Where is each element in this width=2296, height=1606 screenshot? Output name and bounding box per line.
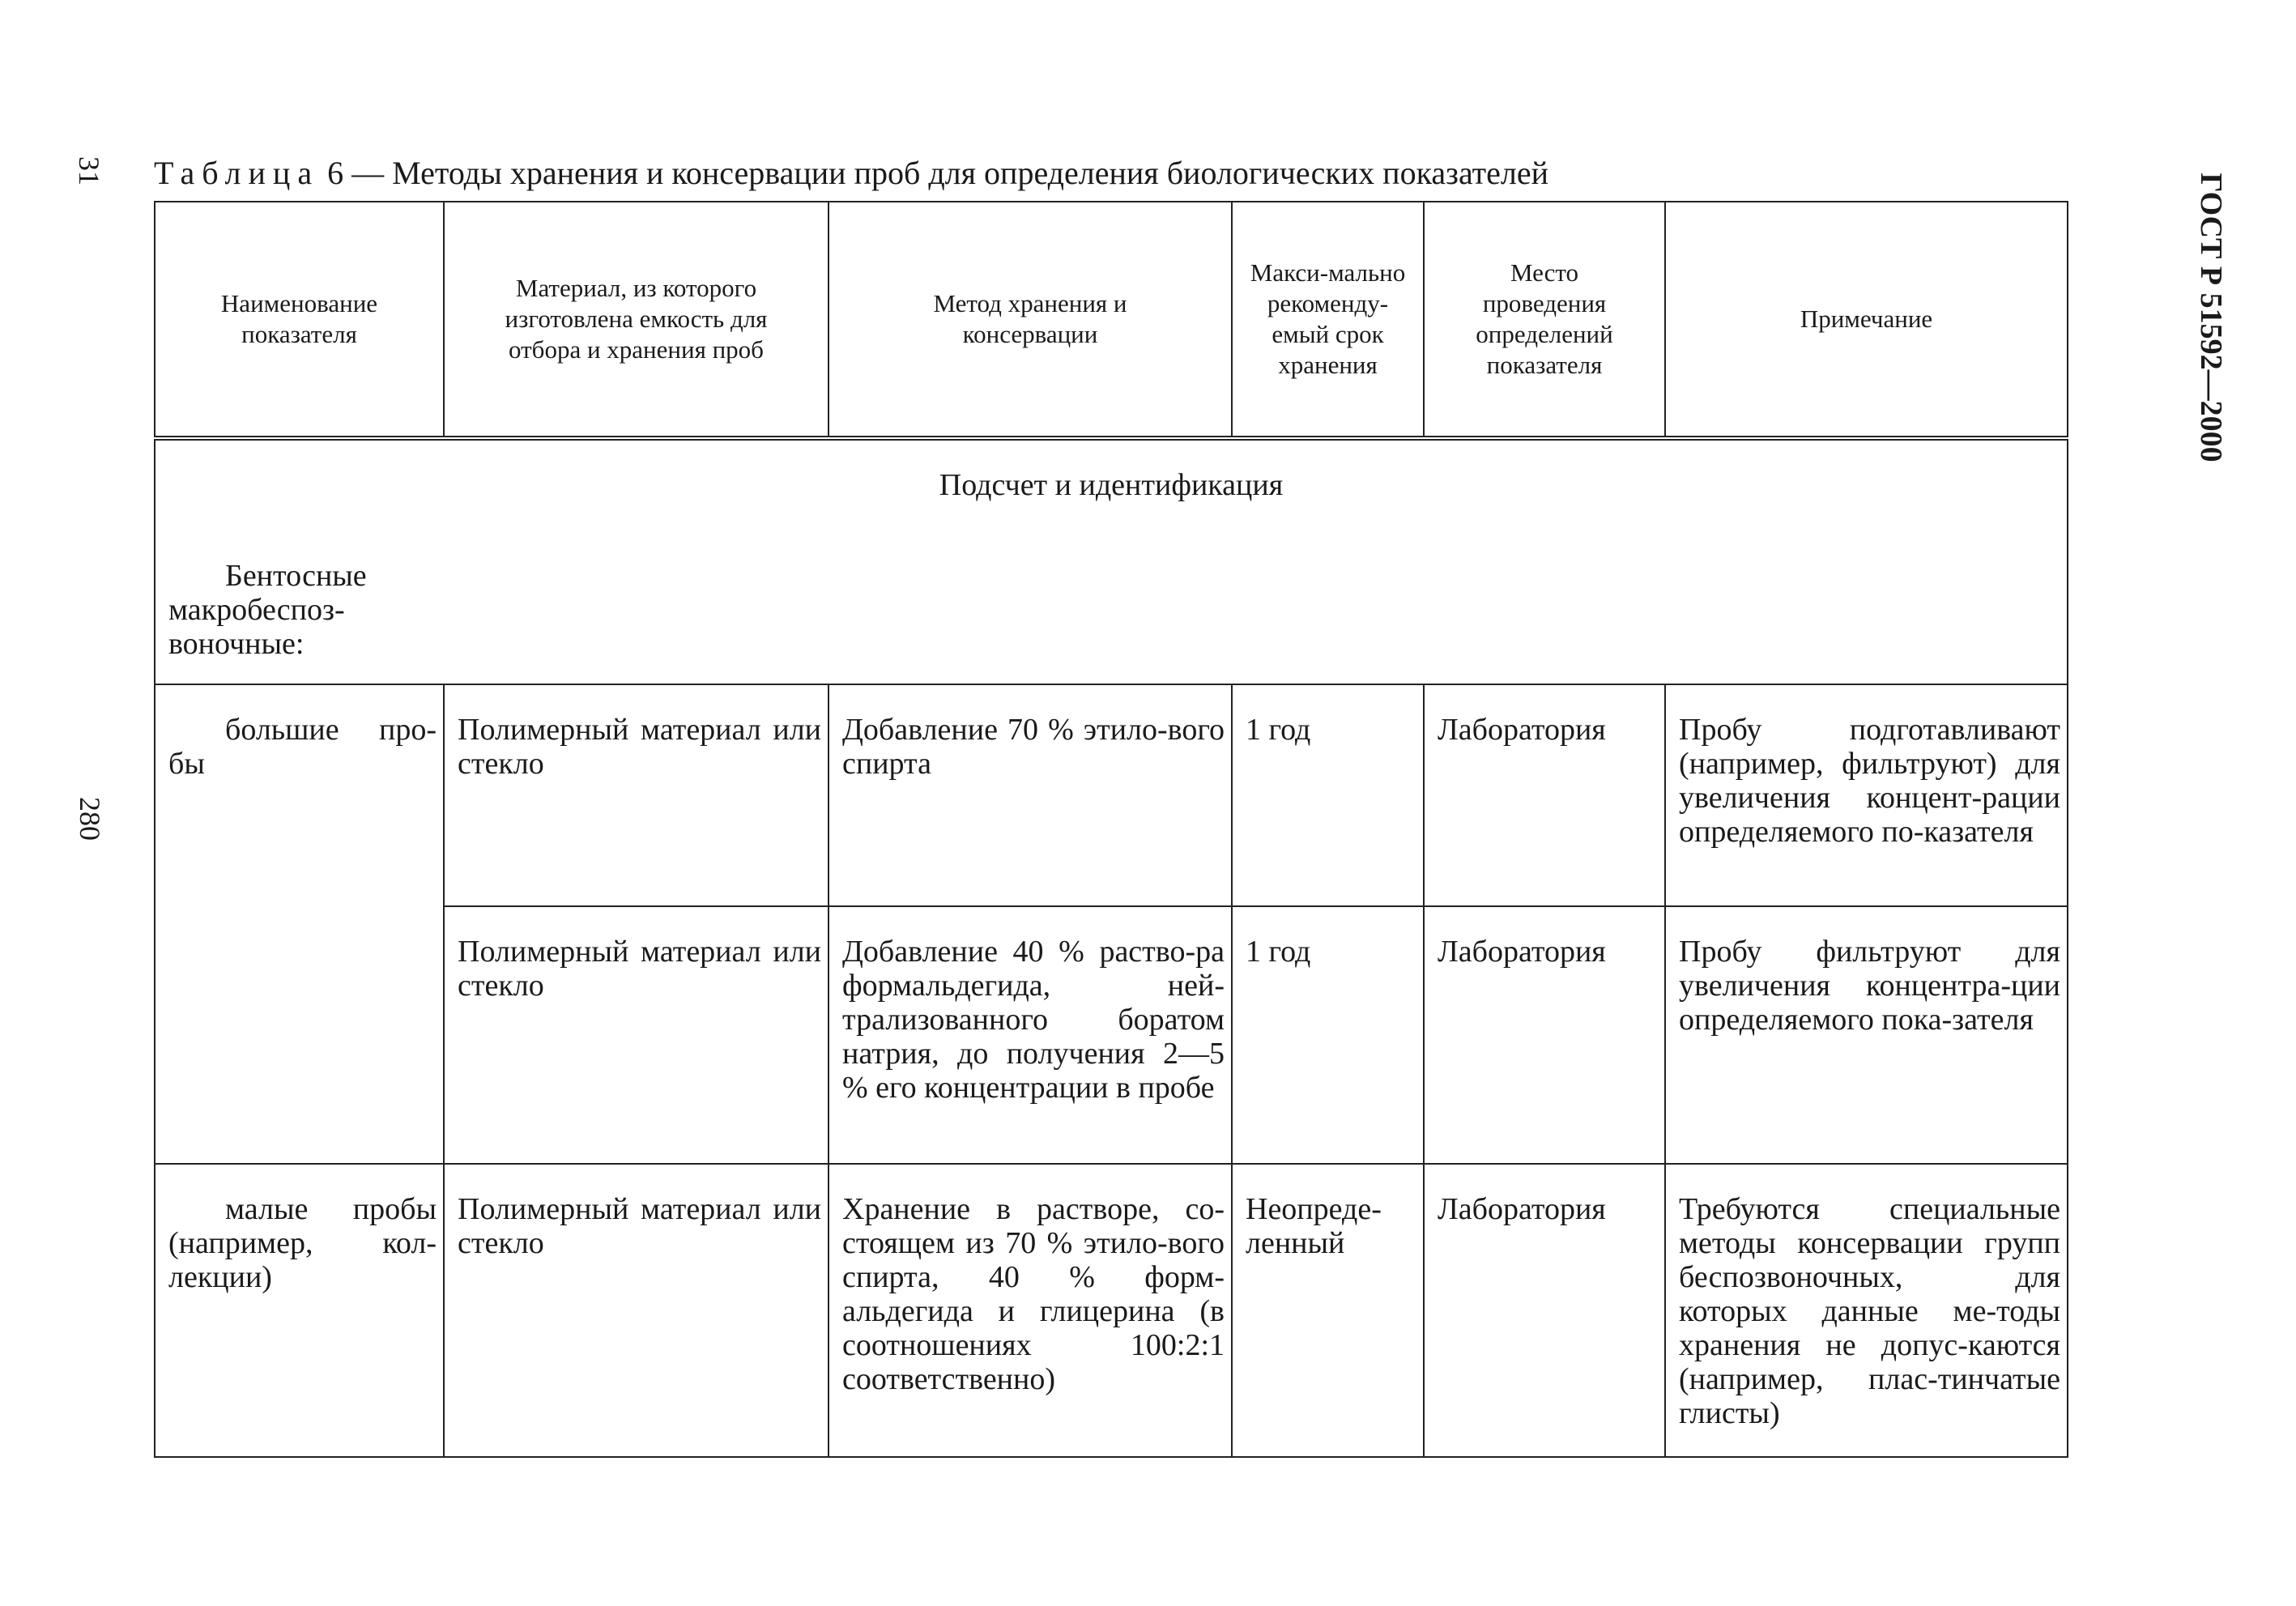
- cell-material: Полимерный материал или стекло: [444, 906, 829, 1164]
- cell-note: Пробу фильтруют для увеличения концентра-ции определяемого пока-зателя: [1665, 906, 2068, 1164]
- header-indicator-name: Наименование показателя: [155, 202, 444, 438]
- cell-term: 1 год: [1232, 684, 1424, 906]
- table-header-row: [155, 202, 2068, 438]
- cell-place: Лаборатория: [1424, 906, 1665, 1164]
- group-name: Бентосные макробеспоз-воночные:: [168, 559, 367, 661]
- cell-material: Полимерный материал или стекло: [444, 1164, 829, 1457]
- cell-name: малые пробы (например, кол-лекции): [155, 1164, 444, 1457]
- header-storage-method: Метод хранения и консервации: [829, 202, 1232, 438]
- cell-term: 1 год: [1232, 906, 1424, 1164]
- header-max-storage-term: Макси-мально рекоменду-емый срок хранения: [1232, 202, 1424, 438]
- cell-note: Пробу подготавливают (например, фильтруют) для увеличения концент-рации определяемого по-казателя: [1665, 684, 2068, 906]
- cell-place: Лаборатория: [1424, 684, 1665, 906]
- storage-methods-table: [154, 201, 2068, 1458]
- section-title: Подсчет и идентификация: [939, 468, 1284, 502]
- cell-note: Требуются специальные методы консервации групп беспозвоночных, для которых данные ме-тоды хранения не допус-каются (например, плас-тинчатые глисты): [1665, 1164, 2068, 1457]
- header-note: Примечание: [1665, 202, 2068, 438]
- cell-material: Полимерный материал или стекло: [444, 684, 829, 906]
- table-row: [155, 684, 2068, 906]
- cell-name: большие про-бы: [155, 684, 444, 1164]
- standard-title: ГОСТ Р 51592—2000: [2194, 173, 2228, 462]
- page-number-top: 31: [73, 156, 105, 185]
- cell-method: Добавление 70 % этило-вого спирта: [829, 684, 1232, 906]
- table-caption: [154, 154, 1548, 192]
- table-caption-label: Таблица: [154, 155, 320, 191]
- cell-method: Хранение в растворе, со-стоящем из 70 % этило-вого спирта, 40 % форм-альдегида и глицерина (в соотношениях 100:2:1 соответственно): [829, 1164, 1232, 1457]
- header-determination-place: Место проведения определений показателя: [1424, 202, 1665, 438]
- section-cell: [155, 438, 2068, 684]
- cell-method: Добавление 40 % раство-ра формальдегида, ней-трализованного боратом натрия, до получения 2—5 % его концентрации в пробе: [829, 906, 1232, 1164]
- table-row: [155, 1164, 2068, 1457]
- page-number-middle: 280: [74, 797, 106, 841]
- section-row: [155, 438, 2068, 684]
- table-caption-text: 6 — Методы хранения и консервации проб для определения биологических показателей: [327, 155, 1549, 191]
- cell-term: Неопреде-ленный: [1232, 1164, 1424, 1457]
- header-container-material: Материал, из которого изготовлена емкость для отбора и хранения проб: [444, 202, 829, 438]
- cell-place: Лаборатория: [1424, 1164, 1665, 1457]
